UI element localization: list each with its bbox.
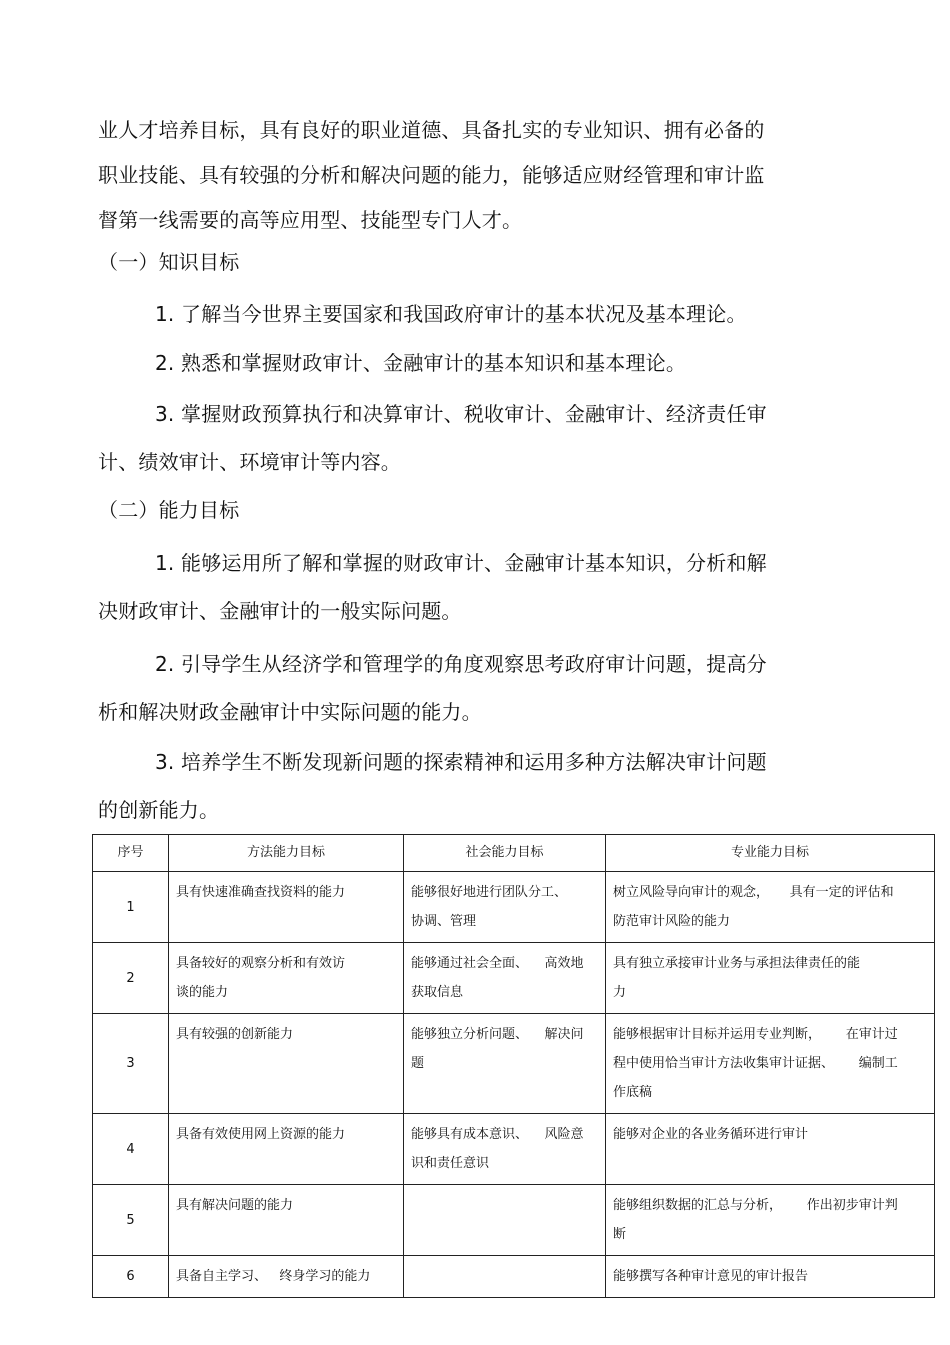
professional-goal-cell xyxy=(606,872,935,943)
social-goal-cell xyxy=(404,943,606,1014)
cell-text: 具备自主学习、 终身学习的能力 xyxy=(176,1269,371,1284)
social-goal-cell xyxy=(404,1185,606,1256)
list-item: 2. 引导学生从经济学和管理学的角度观察思考政府审计问题，提高分 xyxy=(155,652,767,676)
cell-text: 能够撰写各种审计意见的审计报告 xyxy=(613,1269,809,1284)
method-goal-cell xyxy=(169,943,404,1014)
cell-text: 能够对企业的各业务循环进行审计 xyxy=(613,1127,809,1142)
paragraph-line: 职业技能、具有较强的分析和解决问题的能力，能够适应财经管理和审计监 xyxy=(98,163,765,187)
list-item-continuation: 析和解决财政金融审计中实际问题的能力。 xyxy=(98,700,482,724)
cell-text: 具有解决问题的能力 xyxy=(176,1198,294,1213)
cell-text: 具有较强的创新能力 xyxy=(176,1027,294,1042)
social-goal-cell xyxy=(404,872,606,943)
list-item: 2. 熟悉和掌握财政审计、金融审计的基本知识和基本理论。 xyxy=(155,351,687,375)
row-number: 1 xyxy=(93,872,169,943)
cell-text: 具备较好的观察分析和有效访 谈的能力 xyxy=(176,956,346,1000)
professional-goal-cell xyxy=(606,1114,935,1185)
row-number: 6 xyxy=(93,1256,169,1298)
social-goal-cell xyxy=(404,1114,606,1185)
list-item: 1. 了解当今世界主要国家和我国政府审计的基本状况及基本理论。 xyxy=(155,302,747,326)
social-goal-cell xyxy=(404,1256,606,1298)
professional-goal-cell xyxy=(606,943,935,1014)
table-row xyxy=(93,1256,935,1298)
row-number: 5 xyxy=(93,1185,169,1256)
header-professional-goals: 专业能力目标 xyxy=(606,835,935,872)
list-item: 3. 掌握财政预算执行和决算审计、税收审计、金融审计、经济责任审 xyxy=(155,402,767,426)
header-social-goals: 社会能力目标 xyxy=(404,835,606,872)
table-row xyxy=(93,872,935,943)
method-goal-cell xyxy=(169,1185,404,1256)
professional-goal-cell xyxy=(606,1185,935,1256)
cell-text: 能够通过社会全面、 高效地 获取信息 xyxy=(411,956,584,1000)
professional-goal-cell xyxy=(606,1256,935,1298)
row-number: 2 xyxy=(93,943,169,1014)
table-row xyxy=(93,1114,935,1185)
cell-text: 能够很好地进行团队分工、 协调、管理 xyxy=(411,885,568,929)
method-goal-cell xyxy=(169,1014,404,1114)
table-header-row xyxy=(93,835,935,872)
header-number: 序号 xyxy=(93,835,169,872)
cell-text: 能够组织数据的汇总与分析， 作出初步审计判 断 xyxy=(613,1198,898,1242)
social-goal-cell xyxy=(404,1014,606,1114)
method-goal-cell xyxy=(169,872,404,943)
table-row xyxy=(93,1014,935,1114)
ability-goals-table xyxy=(92,834,935,1298)
cell-text: 能够独立分析问题、 解决问 题 xyxy=(411,1027,584,1071)
header-method-goals: 方法能力目标 xyxy=(169,835,404,872)
section-heading: （二）能力目标 xyxy=(98,498,240,522)
list-item: 1. 能够运用所了解和掌握的财政审计、金融审计基本知识，分析和解 xyxy=(155,551,767,575)
list-item-continuation: 计、绩效审计、环境审计等内容。 xyxy=(98,450,401,474)
cell-text: 能够具有成本意识、 风险意 识和责任意识 xyxy=(411,1127,584,1171)
professional-goal-cell xyxy=(606,1014,935,1114)
paragraph-line: 业人才培养目标，具有良好的职业道德、具备扎实的专业知识、拥有必备的 xyxy=(98,118,765,142)
paragraph-line: 督第一线需要的高等应用型、技能型专门人才。 xyxy=(98,208,523,232)
cell-text: 树立风险导向审计的观念， 具有一定的评估和 防范审计风险的能力 xyxy=(613,885,894,929)
row-number: 3 xyxy=(93,1014,169,1114)
cell-text: 具有快速准确查找资料的能力 xyxy=(176,885,346,900)
row-number: 4 xyxy=(93,1114,169,1185)
cell-text: 能够根据审计目标并运用专业判断， 在审计过 程中使用恰当审计方法收集审计证据、 编制工 作底稿 xyxy=(613,1027,898,1100)
list-item: 3. 培养学生不断发现新问题的探索精神和运用多种方法解决审计问题 xyxy=(155,750,767,774)
list-item-continuation: 的创新能力。 xyxy=(98,798,220,822)
cell-text: 具有独立承接审计业务与承担法律责任的能 力 xyxy=(613,956,861,1000)
method-goal-cell xyxy=(169,1114,404,1185)
table-row xyxy=(93,1185,935,1256)
list-item-continuation: 决财政审计、金融审计的一般实际问题。 xyxy=(98,599,462,623)
section-heading: （一）知识目标 xyxy=(98,250,240,274)
table-row xyxy=(93,943,935,1014)
cell-text: 具备有效使用网上资源的能力 xyxy=(176,1127,346,1142)
method-goal-cell xyxy=(169,1256,404,1298)
